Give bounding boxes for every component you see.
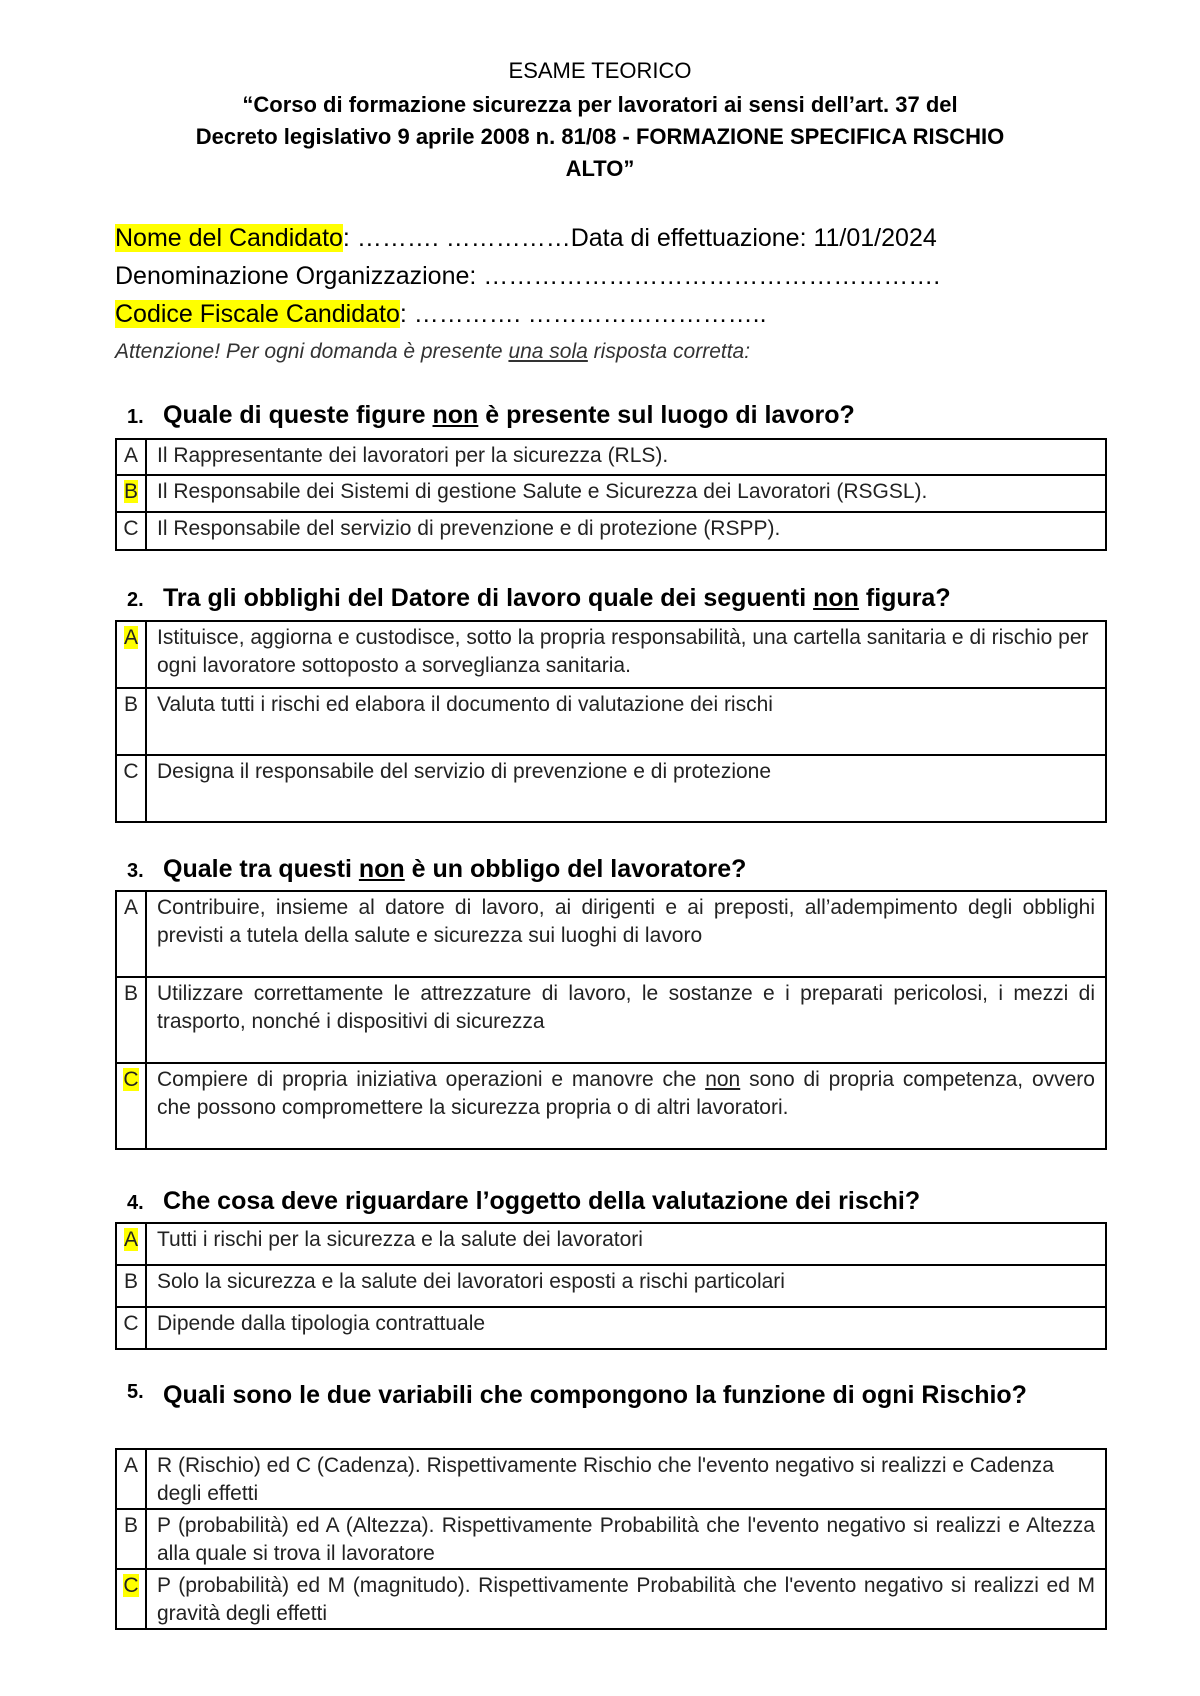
answer-letter-correct: B xyxy=(116,475,146,512)
answers-question-2 xyxy=(115,620,1107,823)
answer-row[interactable] xyxy=(116,977,1106,1063)
answer-row[interactable] xyxy=(116,1449,1106,1509)
answer-row[interactable] xyxy=(116,891,1106,977)
answer-row[interactable] xyxy=(116,688,1106,755)
answers-question-4 xyxy=(115,1222,1107,1350)
answers-question-1 xyxy=(115,438,1107,551)
question-2: 2. Tra gli obblighi del Datore di lavoro quale dei seguenti non figura? xyxy=(127,584,951,612)
answer-text: R (Rischio) ed C (Cadenza). Rispettivamente Rischio che l'evento negativo si realizzi e Cadenza degli effetti xyxy=(146,1449,1106,1509)
answer-letter-correct: A xyxy=(116,1223,146,1265)
tax-code-row xyxy=(115,300,767,329)
answer-letter: B xyxy=(116,977,146,1063)
answer-letter: C xyxy=(116,512,146,550)
answer-text: Designa il responsabile del servizio di prevenzione e di protezione xyxy=(146,755,1106,822)
answer-row[interactable] xyxy=(116,755,1106,822)
candidate-name-label: Nome del Candidato xyxy=(115,224,343,252)
answer-text: Utilizzare correttamente le attrezzature di lavoro, le sostanze e i preparati pericolosi, i mezzi di trasporto, nonché i dispositivi di sicurezza xyxy=(146,977,1106,1063)
candidate-name-field[interactable]: : ………. …………… xyxy=(342,224,571,252)
answer-text: Tutti i rischi per la sicurezza e la salute dei lavoratori xyxy=(146,1223,1106,1265)
answer-letter: B xyxy=(116,1509,146,1569)
answer-text: Il Responsabile dei Sistemi di gestione Salute e Sicurezza dei Lavoratori (RSGSL). xyxy=(146,475,1106,512)
answer-text: Solo la sicurezza e la salute dei lavoratori esposti a rischi particolari xyxy=(146,1265,1106,1307)
question-1: 1. Quale di queste figure non è presente sul luogo di lavoro? xyxy=(127,401,855,429)
answer-letter-correct: C xyxy=(116,1569,146,1629)
answer-letter: C xyxy=(116,1307,146,1349)
exam-date: Data di effettuazione: 11/01/2024 xyxy=(570,224,937,252)
answer-row[interactable] xyxy=(116,621,1106,688)
answer-letter: C xyxy=(116,755,146,822)
answer-text: Compiere di propria iniziativa operazioni e manovre che non sono di propria competenza, ovvero che possono compromettere la sicurezza propria o di altri lavoratori. xyxy=(146,1063,1106,1149)
organization-row[interactable]: Denominazione Organizzazione: ………………………………………………. xyxy=(115,262,941,290)
answers-question-3 xyxy=(115,890,1107,1150)
question-4: 4. Che cosa deve riguardare l’oggetto della valutazione dei rischi? xyxy=(127,1187,921,1215)
answer-row[interactable] xyxy=(116,1063,1106,1149)
answer-text: Il Responsabile del servizio di prevenzione e di protezione (RSPP). xyxy=(146,512,1106,550)
answer-text: Contribuire, insieme al datore di lavoro, ai dirigenti e ai preposti, all’adempimento degli obblighi previsti a tutela della salute e sicurezza sui luoghi di lavoro xyxy=(146,891,1106,977)
question-5: 5. Quali sono le due variabili che compongono la funzione di ogni Rischio? xyxy=(127,1381,1027,1409)
candidate-name-row xyxy=(115,224,937,253)
answers-question-5 xyxy=(115,1448,1107,1630)
answer-letter-correct: A xyxy=(116,621,146,688)
answer-row[interactable] xyxy=(116,439,1106,475)
answer-text: P (probabilità) ed A (Altezza). Rispettivamente Probabilità che l'evento negativo si realizzi e Altezza alla quale si trova il lavoratore xyxy=(146,1509,1106,1569)
answer-letter: A xyxy=(116,1449,146,1509)
course-subtitle-line-2: Decreto legislativo 9 aprile 2008 n. 81/08 - FORMAZIONE SPECIFICA RISCHIO xyxy=(195,124,1005,149)
tax-code-label: Codice Fiscale Candidato xyxy=(115,300,400,328)
answer-letter: B xyxy=(116,1265,146,1307)
answer-letter-correct: C xyxy=(116,1063,146,1149)
answer-text: Istituisce, aggiorna e custodisce, sotto la propria responsabilità, una cartella sanitaria e di rischio per ogni lavoratore sottoposto a sorveglianza sanitaria. xyxy=(146,621,1106,688)
answer-row[interactable] xyxy=(116,1223,1106,1265)
answer-row[interactable] xyxy=(116,1307,1106,1349)
answer-text: Il Rappresentante dei lavoratori per la sicurezza (RLS). xyxy=(146,439,1106,475)
course-subtitle-line-3: ALTO” xyxy=(565,156,635,181)
answer-row[interactable] xyxy=(116,512,1106,550)
answer-text: P (probabilità) ed M (magnitudo). Rispettivamente Probabilità che l'evento negativo si realizzi ed M gravità degli effetti xyxy=(146,1569,1106,1629)
answer-row[interactable] xyxy=(116,475,1106,512)
course-subtitle-line-1: “Corso di formazione sicurezza per lavoratori ai sensi dell’art. 37 del xyxy=(242,92,958,117)
answer-row[interactable] xyxy=(116,1265,1106,1307)
answer-row[interactable] xyxy=(116,1509,1106,1569)
answer-text: Dipende dalla tipologia contrattuale xyxy=(146,1307,1106,1349)
answer-letter: A xyxy=(116,891,146,977)
tax-code-field[interactable]: : …………. ……………………….. xyxy=(399,300,767,328)
answer-text: Valuta tutti i rischi ed elabora il documento di valutazione dei rischi xyxy=(146,688,1106,755)
answer-letter: B xyxy=(116,688,146,755)
answer-letter: A xyxy=(116,439,146,475)
exam-title: ESAME TEORICO xyxy=(508,58,692,83)
instructions-note: Attenzione! Per ogni domanda è presente una sola risposta corretta: xyxy=(115,340,751,363)
question-3: 3. Quale tra questi non è un obbligo del lavoratore? xyxy=(127,855,747,883)
answer-row[interactable] xyxy=(116,1569,1106,1629)
